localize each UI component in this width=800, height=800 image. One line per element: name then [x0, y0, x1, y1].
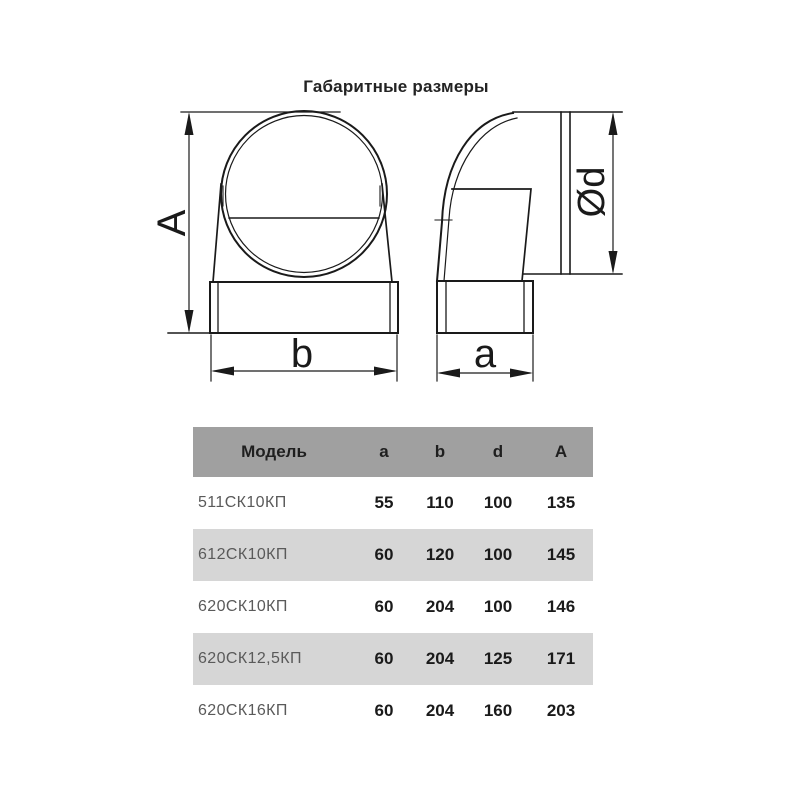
base-rectangle [210, 282, 398, 333]
elbow-outer-curve [437, 113, 513, 281]
value-b: 204 [425, 701, 455, 720]
page-title: Габаритные размеры [303, 77, 489, 96]
dim-d-arrow-down [609, 251, 618, 274]
model-name: 620СК16КП [198, 702, 288, 719]
table-header-row [193, 427, 593, 477]
elbow-body-edge [452, 189, 531, 281]
dim-b-arrow-left [211, 367, 234, 376]
column-header-b: b [434, 442, 446, 461]
dimension-d [571, 112, 618, 274]
dimension-a [437, 332, 533, 381]
bracket-left-edge [213, 184, 221, 282]
value-b: 204 [425, 649, 455, 668]
column-header-a: a [379, 442, 389, 461]
column-header-model: Модель [241, 442, 307, 461]
dimension-b [211, 332, 397, 381]
spigot-outer-circle [221, 111, 387, 277]
value-A: 146 [546, 597, 576, 616]
table-row [193, 477, 593, 529]
dim-A-label: A [150, 209, 194, 237]
value-A: 135 [546, 493, 576, 512]
column-header-A: A [554, 442, 568, 461]
value-d: 100 [483, 545, 513, 564]
value-d: 160 [483, 701, 513, 720]
table-row [193, 633, 593, 685]
table-row [193, 581, 593, 633]
value-b: 204 [425, 597, 455, 616]
dim-A-arrow-down [185, 310, 194, 333]
value-b: 120 [425, 545, 455, 564]
elbow-base-rectangle [437, 281, 533, 333]
model-name: 620СК10КП [198, 598, 288, 615]
value-A: 203 [546, 701, 576, 720]
side-view [435, 112, 622, 333]
model-name: 511СК10КП [198, 494, 287, 511]
dim-d-arrow-up [609, 112, 618, 135]
value-a: 60 [374, 597, 394, 616]
dimensions-table [193, 427, 593, 737]
value-a: 60 [374, 701, 394, 720]
value-d: 125 [483, 649, 513, 668]
dim-a-arrow-left [437, 369, 460, 378]
dim-b-label: b [290, 332, 314, 376]
table-row [193, 529, 593, 581]
dim-a-label: a [473, 332, 497, 376]
value-d: 100 [483, 493, 513, 512]
value-A: 171 [546, 649, 576, 668]
elbow-inner-curve [444, 118, 517, 281]
column-header-d: d [492, 442, 504, 461]
dim-b-arrow-right [374, 367, 397, 376]
value-a: 55 [374, 493, 394, 512]
dim-A-arrow-up [185, 112, 194, 135]
dim-d-label: Ød [571, 166, 613, 218]
model-name: 612СК10КП [198, 546, 288, 563]
value-a: 60 [374, 649, 394, 668]
value-A: 145 [546, 545, 576, 564]
value-b: 110 [426, 493, 454, 512]
value-a: 60 [374, 545, 394, 564]
front-view [168, 111, 398, 333]
model-name: 620СК12,5КП [198, 650, 302, 667]
value-d: 100 [483, 597, 513, 616]
dimension-A [150, 112, 194, 333]
dim-a-arrow-right [510, 369, 533, 378]
spigot-inner-circle [226, 116, 383, 273]
table-row [193, 685, 593, 737]
